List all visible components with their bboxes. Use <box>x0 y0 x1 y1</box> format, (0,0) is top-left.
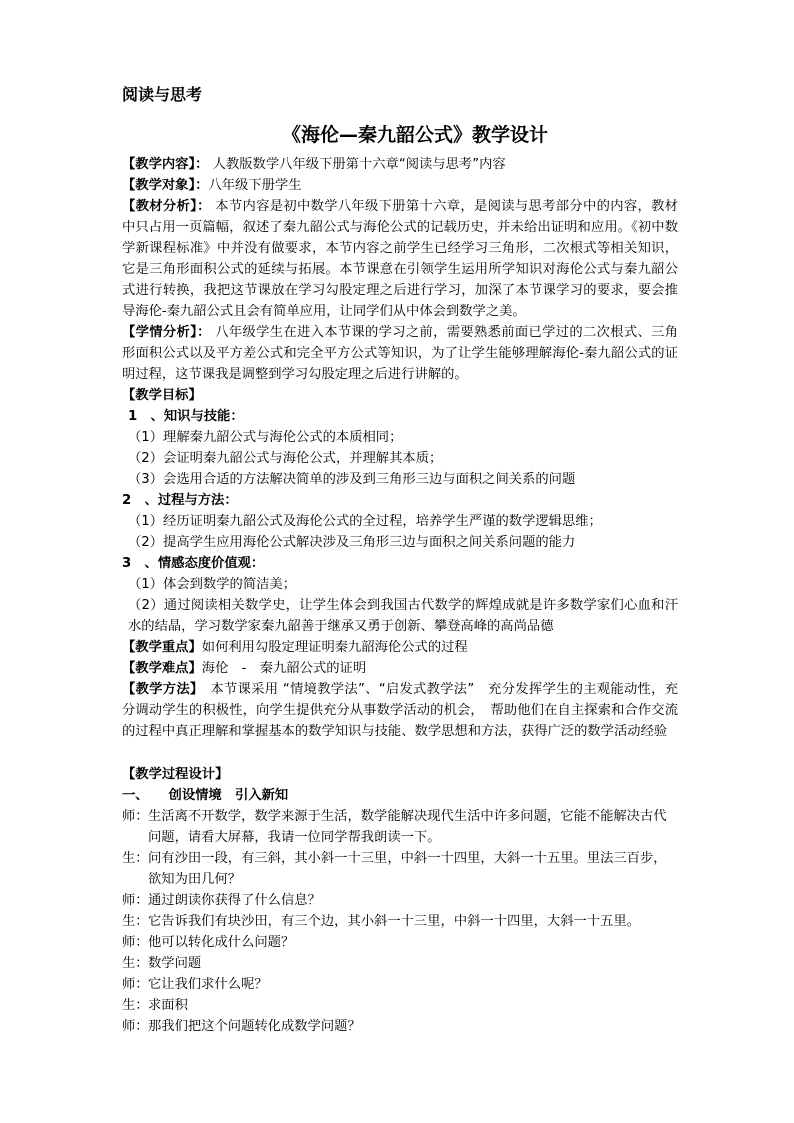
key-point <box>122 637 678 658</box>
teaching-audience-label: 【教学对象】： <box>122 178 209 193</box>
goals-label-text: 【教学目标】 <box>122 388 202 403</box>
dialogue-text: 那我们把这个问题转化成数学问题？ <box>148 1019 361 1034</box>
process-label-text: 【教学过程设计】 <box>122 767 229 782</box>
goal-title-3-text: 3 、情感态度价值观： <box>122 556 265 571</box>
teaching-method <box>122 679 678 742</box>
speaker: 生： <box>122 956 149 971</box>
teaching-content-text: 人教版数学八年级下册第十六章“阅读与思考”内容 <box>208 157 506 172</box>
difficulty-text: 海伦 - 秦九韶公式的证明 <box>201 661 367 676</box>
dialogue-line <box>122 806 678 848</box>
teaching-content <box>122 154 678 175</box>
teaching-method-text: 本节课采用 “情境教学法”、“启发式教学法” 充分发挥学生的主观能动性，充分调动学生的积极性，向学生提供充分从事数学活动的机会， 帮助他们在自主探索和合作交流的过程中真正理解和掌握基本的数学知识与技能、数学思想和方法，获得广泛的数学活动经验 <box>122 682 679 739</box>
difficulty-label: 【教学难点】 <box>122 661 202 676</box>
learner-analysis <box>122 322 678 385</box>
dialogue-text: 数学问题 <box>148 956 202 971</box>
goal-item: （2）会证明秦九韶公式与海伦公式，并理解其本质； <box>128 451 443 466</box>
speaker: 生： <box>122 851 149 866</box>
material-analysis-text: 本节内容是初中数学八年级下册第十六章，是阅读与思考部分中的内容，教材中只占用一页篇幅，叙述了秦九韶公式与海伦公式的记载历史，并未给出证明和应用。《初中数学新课程标准》中并没有做要求，本节内容之前学生已经学习三角形，二次根式等相关知识，它是三角形面积公式的延续与拓展。本节课意在引领学生运用所学知识对海伦公式与秦九韶公式进行转换，我把这节课放在学习勾股定理之后进行学习，加深了本节课学习的要求，要会推导海伦-秦九韶公式且会有简单应用，让同学们从中体会到数学之美。 <box>122 199 678 319</box>
material-analysis-label: 【教材分析】： <box>122 199 211 214</box>
dialogue-text: 问有沙田一段，有三斜，其小斜一十三里，中斜一十四里，大斜一十五里。里法三百步，欲知为田几何？ <box>148 851 667 887</box>
goal-item: （1）理解秦九韶公式与海伦公式的本质相同； <box>128 430 403 445</box>
dialogue-line <box>122 890 678 911</box>
section-heading: 阅读与思考 <box>122 85 203 104</box>
speaker: 师： <box>122 1019 149 1034</box>
dialogue-line <box>122 1016 678 1037</box>
difficulty <box>122 658 678 679</box>
document-page <box>122 82 678 1037</box>
learner-analysis-text: 八年级学生在进入本节课的学习之前，需要熟悉前面已学过的二次根式、三角形面积公式以及平方差公式和完全平方公式等知识，为了让学生能够理解海伦-秦九韶公式的证明过程，这节课我是调整到学习勾股定理之后进行讲解的。 <box>122 325 678 382</box>
section-one-title-text: 一、 创设情境 引入新知 <box>122 788 289 803</box>
teaching-method-label: 【教学方法】 <box>122 682 197 697</box>
learner-analysis-label: 【学情分析】： <box>122 325 211 340</box>
dialogue-text: 生活离不开数学，数学来源于生活，数学能解决现代生活中许多问题，它能不能解决古代问题，请看大屏幕，我请一位同学帮我朗读一下。 <box>148 809 667 845</box>
dialogue-text: 他可以转化成什么问题？ <box>148 935 295 950</box>
goal-item: （2）提高学生应用海伦公式解决涉及三角形三边与面积之间关系问题的能力 <box>128 535 576 550</box>
teaching-audience-text: 八年级下册学生 <box>208 178 302 193</box>
dialogue-line <box>122 953 678 974</box>
teaching-audience <box>122 175 678 196</box>
goal-item: （2）通过阅读相关数学史，让学生体会到我国古代数学的辉煌成就是许多数学家们心血和汗水的结晶，学习数学家秦九韶善于继承又勇于创新、攀登高峰的高尚品德 <box>128 598 678 634</box>
speaker: 师： <box>122 935 149 950</box>
dialogue-text: 通过朗读你获得了什么信息？ <box>148 893 321 908</box>
dialogue-line <box>122 974 678 995</box>
teaching-content-label: 【教学内容】： <box>122 157 209 172</box>
goal-title-3 <box>122 553 678 574</box>
dialogue-text: 它让我们求什么呢？ <box>148 977 268 992</box>
dialogue-text: 它告诉我们有块沙田，有三个边，其小斜一十三里，中斜一十四里，大斜一十五里。 <box>148 914 640 929</box>
key-point-text: 如何利用勾股定理证明秦九韶海伦公式的过程 <box>201 640 468 655</box>
speaker: 生： <box>122 998 149 1013</box>
dialogue-line <box>122 848 678 890</box>
goal-title-2 <box>122 490 678 511</box>
material-analysis <box>122 196 678 322</box>
dialogue-line <box>122 911 678 932</box>
speaker: 师： <box>122 809 149 824</box>
goal-title-1-text: 1 、知识与技能： <box>128 409 244 424</box>
goals-label <box>122 385 678 406</box>
speaker: 师： <box>122 977 149 992</box>
spacer <box>122 742 678 764</box>
speaker: 师： <box>122 893 149 908</box>
document-title: 《海伦—秦九韶公式》教学设计 <box>281 124 548 146</box>
key-point-label: 【教学重点】 <box>122 640 202 655</box>
goal-item: （3）会选用合适的方法解决简单的涉及到三角形三边与面积之间关系的问题 <box>128 472 576 487</box>
speaker: 生： <box>122 914 149 929</box>
goal-title-2-text: 2 、过程与方法： <box>122 493 238 508</box>
dialogue-text: 求面积 <box>148 998 188 1013</box>
goal-item: （1）体会到数学的简洁美； <box>128 577 297 592</box>
dialogue-line <box>122 932 678 953</box>
dialogue-line <box>122 995 678 1016</box>
process-label <box>122 764 678 785</box>
goal-item: （1）经历证明秦九韶公式及海伦公式的全过程，培养学生严谨的数学逻辑思维； <box>128 514 602 529</box>
goal-title-1 <box>122 406 678 427</box>
section-one-title <box>122 785 678 806</box>
